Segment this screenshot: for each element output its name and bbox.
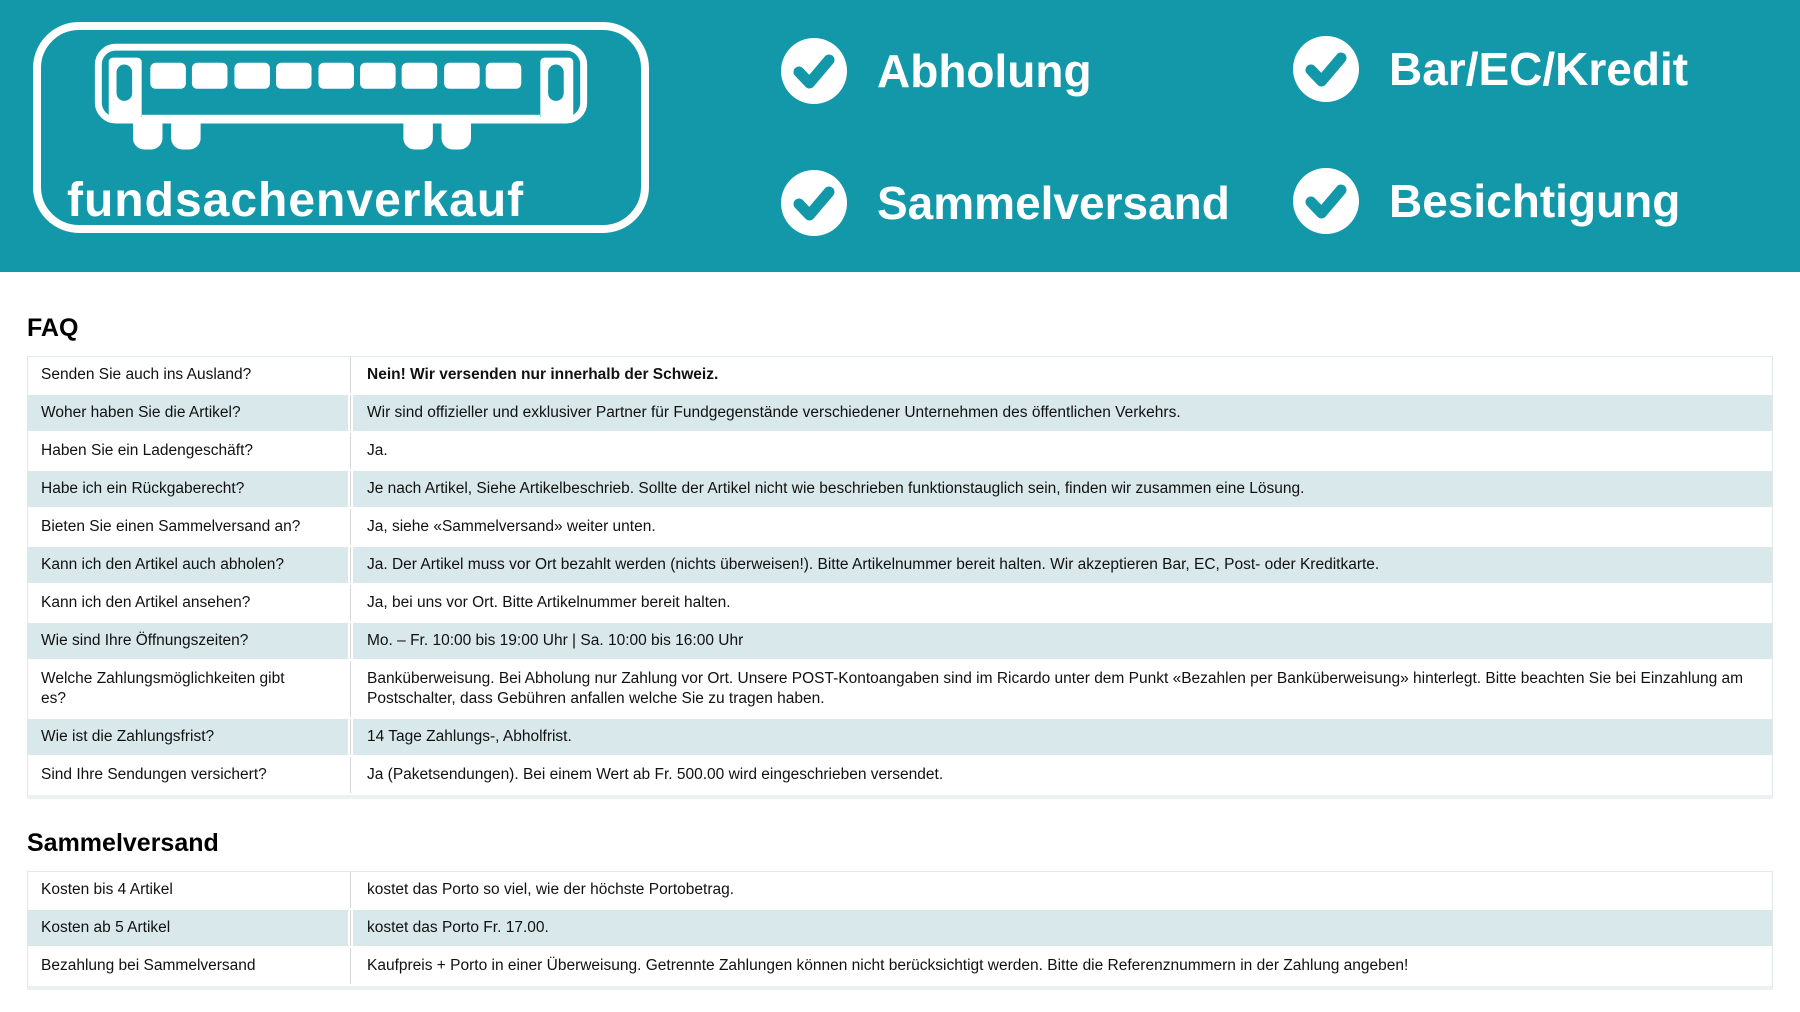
sammelversand-value: Kaufpreis + Porto in einer Überweisung. Getrennte Zahlungen können nicht berücksichtigt werden. Bitte die Referenznummern in der Zahlung angeben! xyxy=(353,948,1772,984)
faq-question: Kann ich den Artikel auch abholen? xyxy=(28,547,348,583)
feature-bar-ec-kredit xyxy=(1293,36,1688,102)
sammelversand-value: kostet das Porto so viel, wie der höchste Portobetrag. xyxy=(353,872,1772,908)
faq-answer: Ja (Paketsendungen). Bei einem Wert ab Fr. 500.00 wird eingeschrieben versendet. xyxy=(353,757,1772,793)
train-icon xyxy=(65,42,617,172)
sammelversand-label: Bezahlung bei Sammelversand xyxy=(28,948,348,984)
table-row xyxy=(28,872,1772,910)
faq-question: Welche Zahlungsmöglichkeiten gibt es? xyxy=(28,661,348,717)
table-row xyxy=(28,395,1772,433)
table-row xyxy=(28,719,1772,757)
sammelversand-table xyxy=(27,871,1773,990)
faq-answer: Ja, bei uns vor Ort. Bitte Artikelnummer bereit halten. xyxy=(353,585,1772,621)
table-row xyxy=(28,661,1772,719)
faq-answer: Banküberweisung. Bei Abholung nur Zahlung vor Ort. Unsere POST-Kontoangaben sind im Ricardo unter dem Punkt «Bezahlen per Banküberweisung» hinterlegt. Bitte beachten Sie bei Einzahlung am Postschalter, dass Gebühren anfallen welche Sie zu tragen haben. xyxy=(353,661,1772,717)
faq-answer: Je nach Artikel, Siehe Artikelbeschrieb. Sollte der Artikel nicht wie beschrieben funktionstauglich sein, finden wir zusammen eine Lösung. xyxy=(353,471,1772,507)
faq-question: Kann ich den Artikel ansehen? xyxy=(28,585,348,621)
feature-besichtigung xyxy=(1293,168,1680,234)
checkmark-circle-icon xyxy=(781,170,847,236)
table-row xyxy=(28,948,1772,986)
table-row xyxy=(28,547,1772,585)
faq-question: Sind Ihre Sendungen versichert? xyxy=(28,757,348,793)
faq-answer: Mo. – Fr. 10:00 bis 19:00 Uhr | Sa. 10:00 bis 16:00 Uhr xyxy=(353,623,1772,659)
faq-answer: Wir sind offizieller und exklusiver Partner für Fundgegenstände verschiedener Unternehmen des öffentlichen Verkehrs. xyxy=(353,395,1772,431)
feature-sammelversand xyxy=(781,170,1230,236)
faq-answer: Nein! Wir versenden nur innerhalb der Schweiz. xyxy=(353,357,1772,393)
header-banner xyxy=(0,0,1800,272)
checkmark-circle-icon xyxy=(1293,36,1359,102)
feature-label: Sammelversand xyxy=(877,177,1230,229)
faq-table xyxy=(27,356,1773,799)
faq-question: Woher haben Sie die Artikel? xyxy=(28,395,348,431)
table-row xyxy=(28,623,1772,661)
feature-abholung xyxy=(781,38,1092,104)
table-row xyxy=(28,757,1772,795)
faq-answer: Ja. Der Artikel muss vor Ort bezahlt werden (nichts überweisen!). Bitte Artikelnummer bereit halten. Wir akzeptieren Bar, EC, Post- oder Kreditkarte. xyxy=(353,547,1772,583)
table-row xyxy=(28,509,1772,547)
table-row xyxy=(28,910,1772,948)
faq-question: Senden Sie auch ins Ausland? xyxy=(28,357,348,393)
sammelversand-title: Sammelversand xyxy=(27,829,219,857)
table-row xyxy=(28,433,1772,471)
logo xyxy=(33,22,649,233)
feature-label: Besichtigung xyxy=(1389,175,1681,227)
table-row xyxy=(28,357,1772,395)
feature-label: Bar/EC/Kredit xyxy=(1389,43,1689,95)
table-row xyxy=(28,471,1772,509)
feature-label: Abholung xyxy=(877,45,1092,97)
faq-answer: Ja, siehe «Sammelversand» weiter unten. xyxy=(353,509,1772,545)
checkmark-circle-icon xyxy=(781,38,847,104)
faq-question: Wie sind Ihre Öffnungszeiten? xyxy=(28,623,348,659)
faq-question: Bieten Sie einen Sammelversand an? xyxy=(28,509,348,545)
logo-wordmark: fundsachenverkauf xyxy=(67,174,525,227)
faq-answer: Ja. xyxy=(353,433,1772,469)
sammelversand-label: Kosten ab 5 Artikel xyxy=(28,910,348,946)
faq-title: FAQ xyxy=(27,314,79,342)
checkmark-circle-icon xyxy=(1293,168,1359,234)
faq-question: Haben Sie ein Ladengeschäft? xyxy=(28,433,348,469)
main-content xyxy=(0,314,1800,990)
sammelversand-label: Kosten bis 4 Artikel xyxy=(28,872,348,908)
table-row xyxy=(28,585,1772,623)
sammelversand-value: kostet das Porto Fr. 17.00. xyxy=(353,910,1772,946)
faq-question: Wie ist die Zahlungsfrist? xyxy=(28,719,348,755)
faq-answer: 14 Tage Zahlungs-, Abholfrist. xyxy=(353,719,1772,755)
faq-question: Habe ich ein Rückgaberecht? xyxy=(28,471,348,507)
